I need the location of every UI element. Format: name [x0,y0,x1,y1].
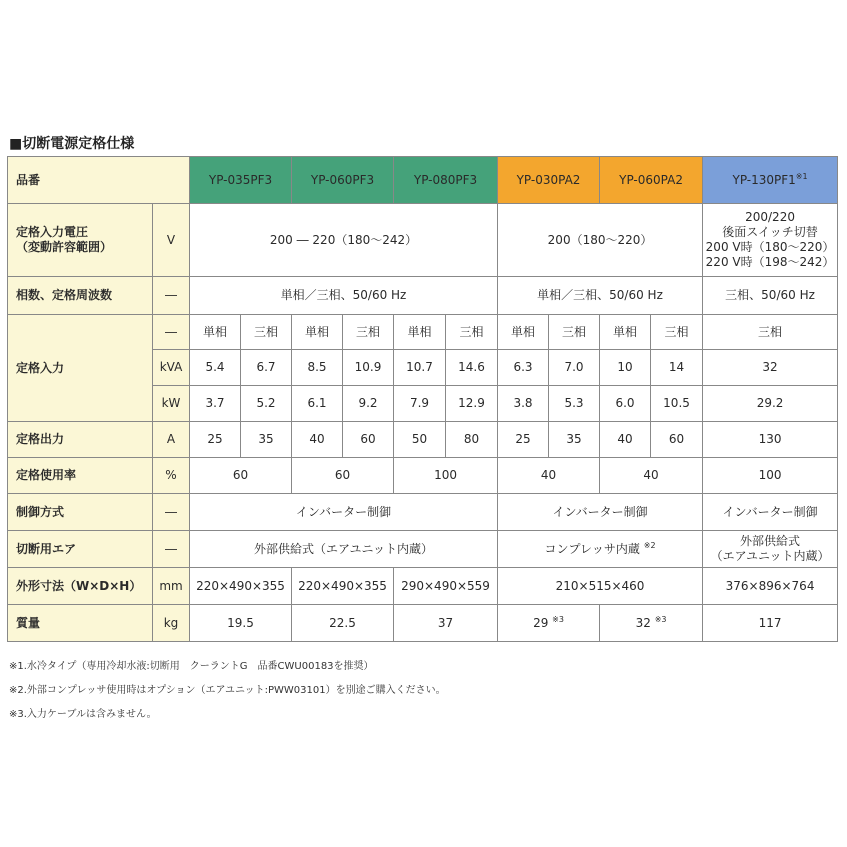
table-row-models [8,157,838,204]
kw-cell: 6.1 [292,386,343,422]
unit-dims: mm [153,568,190,605]
unit-input-phase: ― [153,315,190,350]
kva-cell: 10.9 [343,350,394,386]
output-cell: 40 [292,422,343,458]
model-yp030pa2: YP-030PA2 [498,157,600,204]
unit-control: ― [153,494,190,531]
kva-cell: 10.7 [394,350,446,386]
kw-cell: 12.9 [446,386,498,422]
table-row-air [8,531,838,568]
row-label-input: 定格入力 [8,315,153,422]
kw-cell: 3.7 [190,386,241,422]
kva-cell: 14.6 [446,350,498,386]
duty-cell: 60 [190,458,292,494]
mass-pf1: 117 [703,605,838,642]
unit-phase: ― [153,277,190,315]
kva-cell: 6.7 [241,350,292,386]
dims-cell: 220×490×355 [190,568,292,605]
mass-pa-value: 29 [533,615,549,630]
table-row-control [8,494,838,531]
voltage-pf1-line: 200/220 [745,210,795,224]
dims-pf1: 376×896×764 [703,568,838,605]
voltage-pa: 200（180～220） [498,204,703,277]
page-title: ■切断電源定格仕様 [9,136,135,152]
table-row-duty [8,458,838,494]
table-row-dims [8,568,838,605]
kw-pf1: 29.2 [703,386,838,422]
row-label-mass: 質量 [8,605,153,642]
output-cell: 80 [446,422,498,458]
air-pf1-line: 外部供給式 [740,534,801,548]
row-label-output: 定格出力 [8,422,153,458]
control-pf: インバーター制御 [190,494,498,531]
input-phase-cell: 単相 [292,315,343,350]
note-mark-3: ※3 [552,614,564,624]
voltage-pf1-line: 後面スイッチ切替 [722,225,818,239]
model-yp130pf1-name: YP-130PF1 [732,172,796,187]
kw-cell: 5.3 [549,386,600,422]
input-phase-cell: 三相 [549,315,600,350]
kw-cell: 9.2 [343,386,394,422]
mass-cell [600,605,703,642]
dims-cell: 220×490×355 [292,568,394,605]
voltage-pf1-line: 220 V時（198～242） [705,255,835,269]
output-cell: 40 [600,422,651,458]
unit-mass: kg [153,605,190,642]
input-phase-cell: 単相 [498,315,549,350]
kw-cell: 3.8 [498,386,549,422]
input-phase-cell: 単相 [394,315,446,350]
output-cell: 25 [190,422,241,458]
voltage-pf: 200 ― 220（180～242） [190,204,498,277]
air-pa [498,531,703,568]
output-cell: 60 [651,422,703,458]
model-yp060pf3: YP-060PF3 [292,157,394,204]
spec-table [7,156,838,642]
air-pa-text: コンプレッサ内蔵 [544,541,640,556]
unit-air: ― [153,531,190,568]
kw-cell: 10.5 [651,386,703,422]
input-phase-pf1: 三相 [703,315,838,350]
row-label-voltage [8,204,153,277]
note-mark-3: ※3 [654,614,667,624]
kva-cell: 5.4 [190,350,241,386]
unit-kw: kW [153,386,190,422]
model-yp080pf3: YP-080PF3 [394,157,498,204]
voltage-sublabel: （変動許容範囲） [16,240,113,254]
table-row-input-phase [8,315,838,350]
table-row-voltage [8,204,838,277]
output-pf1: 130 [703,422,838,458]
output-cell: 35 [549,422,600,458]
voltage-pf1 [703,204,838,277]
air-pf: 外部供給式（エアユニット内蔵） [190,531,498,568]
mass-pa-value: 32 [635,615,651,630]
duty-cell: 40 [498,458,600,494]
kva-pf1: 32 [703,350,838,386]
footnote-1: ※1.水冷タイプ（専用冷却水液:切断用 クーラントG 品番CWU00183を推奨） [9,661,374,672]
output-cell: 60 [343,422,394,458]
phase-pa: 単相／三相、50/60 Hz [498,277,703,315]
control-pa: インバーター制御 [498,494,703,531]
kw-cell: 6.0 [600,386,651,422]
voltage-label: 定格入力電圧 [16,225,89,239]
model-yp060pa2: YP-060PA2 [600,157,703,204]
duty-cell: 100 [394,458,498,494]
table-row-phase [8,277,838,315]
kva-cell: 6.3 [498,350,549,386]
dims-pa: 210×515×460 [498,568,703,605]
output-cell: 35 [241,422,292,458]
output-cell: 50 [394,422,446,458]
row-label-dims: 外形寸法（W×D×H） [8,568,153,605]
duty-cell: 60 [292,458,394,494]
kva-cell: 7.0 [549,350,600,386]
input-phase-cell: 単相 [600,315,651,350]
footnote-3: ※3.入力ケーブルは含みません。 [9,709,157,720]
input-phase-cell: 単相 [190,315,241,350]
air-pf1 [703,531,838,568]
row-label-duty: 定格使用率 [8,458,153,494]
voltage-pf1-line: 200 V時（180～220） [705,240,835,254]
footnote-2: ※2.外部コンプレッサ使用時はオプション（エアユニット:PWW03101）を別途ご購入ください。 [9,685,446,696]
kva-cell: 10 [600,350,651,386]
phase-pf: 単相／三相、50/60 Hz [190,277,498,315]
table-row-output [8,422,838,458]
mass-cell: 37 [394,605,498,642]
model-yp035pf3: YP-035PF3 [190,157,292,204]
note-mark-1: ※1 [795,171,808,181]
dims-cell: 290×490×559 [394,568,498,605]
row-label-control: 制御方式 [8,494,153,531]
mass-cell: 22.5 [292,605,394,642]
input-phase-cell: 三相 [446,315,498,350]
model-yp130pf1 [703,157,838,204]
row-label-models: 品番 [8,157,190,204]
phase-pf1: 三相、50/60 Hz [703,277,838,315]
output-cell: 25 [498,422,549,458]
unit-output: A [153,422,190,458]
kva-cell: 14 [651,350,703,386]
duty-cell: 40 [600,458,703,494]
kw-cell: 7.9 [394,386,446,422]
input-phase-cell: 三相 [241,315,292,350]
unit-voltage: V [153,204,190,277]
unit-kva: kVA [153,350,190,386]
table-row-mass [8,605,838,642]
mass-cell [498,605,600,642]
duty-pf1: 100 [703,458,838,494]
air-pf1-line: （エアユニット内蔵） [710,549,830,563]
control-pf1: インバーター制御 [703,494,838,531]
mass-cell: 19.5 [190,605,292,642]
input-phase-cell: 三相 [343,315,394,350]
row-label-air: 切断用エア [8,531,153,568]
kva-cell: 8.5 [292,350,343,386]
note-mark-2: ※2 [643,540,656,550]
kw-cell: 5.2 [241,386,292,422]
input-phase-cell: 三相 [651,315,703,350]
row-label-phase: 相数、定格周波数 [8,277,153,315]
unit-duty: % [153,458,190,494]
